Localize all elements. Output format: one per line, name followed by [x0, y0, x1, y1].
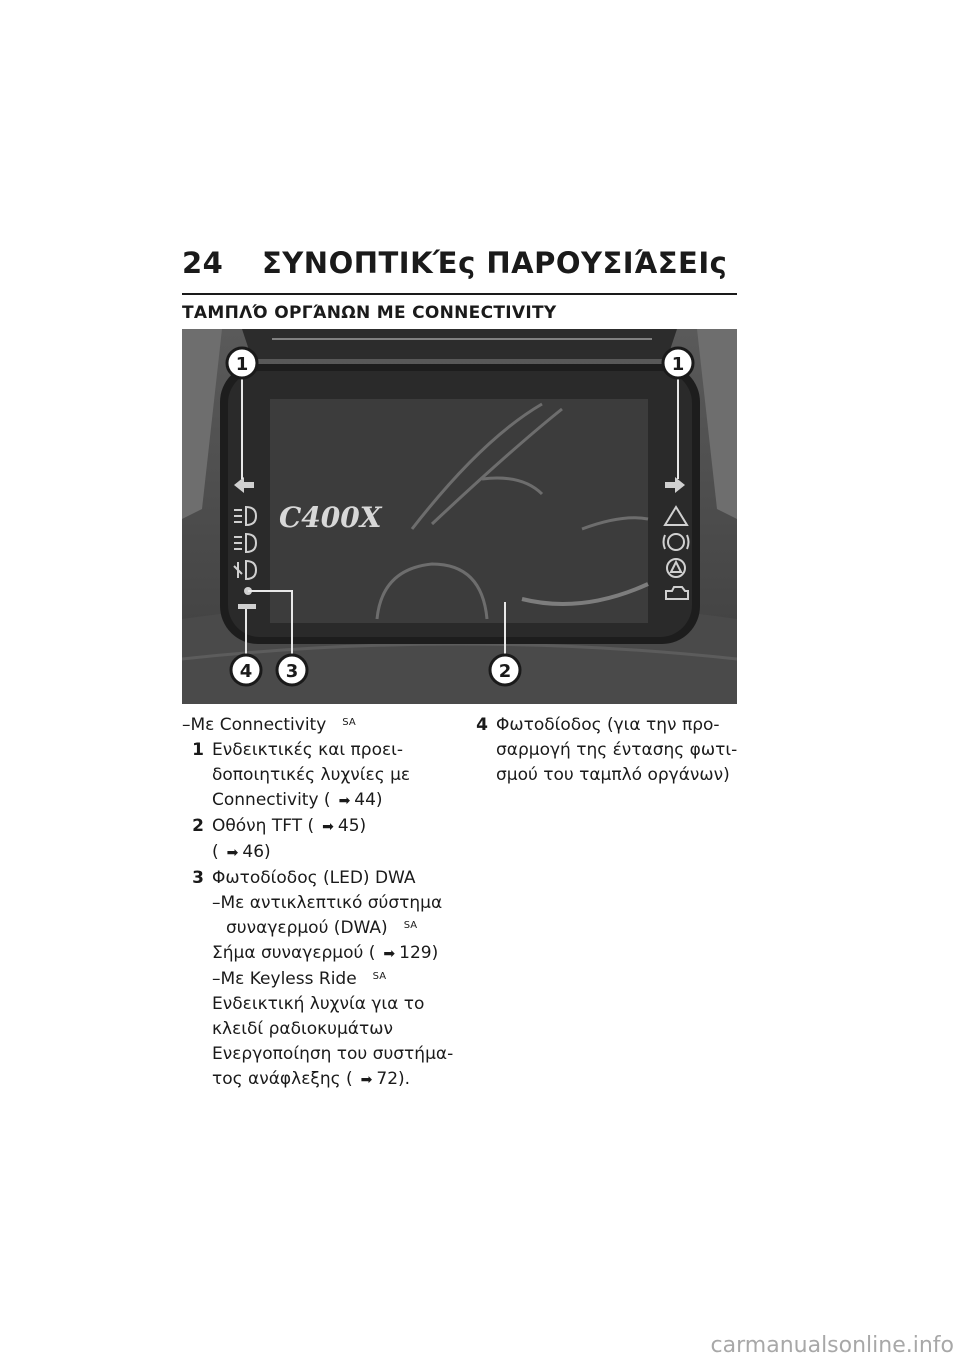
page-header: [182, 246, 738, 280]
callout-1-left: [227, 348, 257, 378]
legend-item-4: 4 Φωτοδίοδος (για την προ- σαρμογή της έντασης φωτι- σμού του ταμπλό οργάνων): [476, 715, 738, 785]
intro-line: –Με Connectivity $^{SA}$: [182, 715, 356, 735]
section-title: ΤΑΜΠΛΌ ΟΡΓΆΝΩΝ ΜΕ CONNECTIVITY: [182, 293, 737, 323]
callout-1-right: [663, 348, 693, 378]
watermark: carmanualsonline.info: [710, 1333, 954, 1358]
page-ref[interactable]: ➡ 45): [314, 816, 366, 836]
callout-3: [277, 655, 307, 685]
svg-text:4: 4: [239, 661, 253, 682]
legend-item-3: 3 Φωτοδίοδος (LED) DWA –Με αντικλεπτικό σύστημα συναγερμού (DWA) $^{SA}$ Σήμα συναγερμού (➡ 129) –Με Keyless Ride $^{SA}$ Ενδεικτική λυχνία για το κλειδί ραδιοκυμάτων Ενεργοποίηση του συστήμα- τος ανάφλεξης (➡ 72).: [182, 866, 447, 1093]
chapter-title: ΣΥΝΟΠΤΙΚΈς ΠΑΡΟΥΣΙΆΣΕΙς: [262, 246, 728, 280]
callout-4: [231, 655, 261, 685]
page-ref[interactable]: ➡ 72).: [353, 1069, 410, 1089]
right-column: [466, 713, 741, 788]
svg-text:1: 1: [671, 354, 685, 375]
c400x-logo: C400X: [279, 501, 382, 534]
brightness-led-icon: [238, 604, 256, 609]
page-ref[interactable]: ➡ 129): [375, 943, 438, 963]
page-ref[interactable]: ➡ 44): [331, 790, 383, 810]
svg-text:1: 1: [235, 354, 249, 375]
legend-item-1: 1 Ενδεικτικές και προει- δοποιητικές λυχνίες με Connectivity (➡ 44): [182, 738, 447, 814]
left-column: [182, 713, 454, 1093]
legend-item-2: 2 Οθόνη TFT (➡ 45) (➡ 46): [182, 814, 447, 866]
page-number: 24: [182, 246, 224, 280]
dashboard-figure: [182, 329, 737, 704]
page-ref[interactable]: ➡ 46): [219, 842, 271, 862]
svg-text:2: 2: [498, 661, 512, 682]
callout-2: [490, 655, 520, 685]
svg-text:3: 3: [285, 661, 299, 682]
